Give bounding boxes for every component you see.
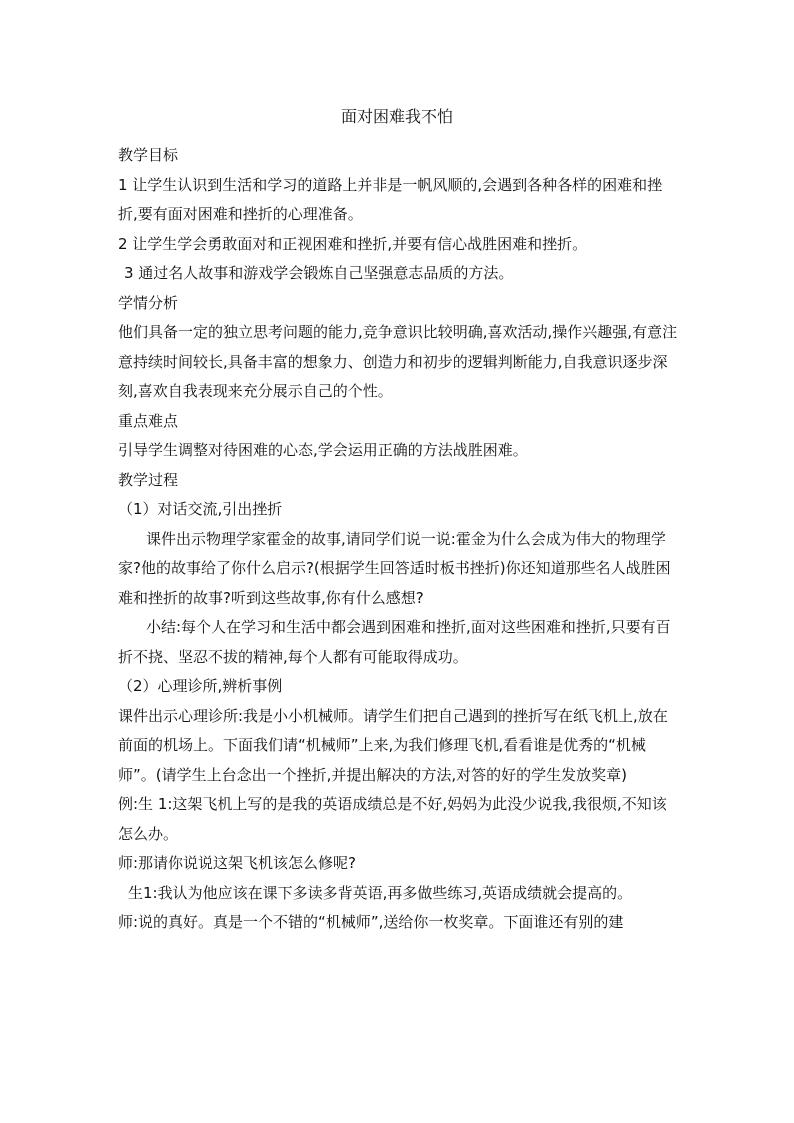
example-student-1: 例:生 1:这架飞机上写的是我的英语成绩总是不好,妈妈为此没少说我,我很烦,不知该怎么办。 (118, 795, 667, 843)
teacher-reply: 师:说的真好。真是一个不错的“机械师”,送给你一枚奖章。下面谁还有别的建 (118, 913, 624, 931)
goal-1: 1 让学生认识到生活和学习的道路上并非是一帆风顺的,会遇到各种各样的困难和挫折,要有面对困难和挫折的心理准备。 (118, 175, 663, 223)
heading-key-points: 重点难点 (118, 411, 179, 430)
summary-paragraph: 小结:每个人在学习和生活中都会遇到困难和挫折,面对这些困难和挫折,只要有百折不挠、坚忍不拔的精神,每个人都有可能取得成功。 (118, 618, 671, 666)
student-1-answer: 生1:我认为他应该在课下多读多背英语,再多做些练习,英语成绩就会提高的。 (128, 883, 633, 902)
key-points-text: 引导学生调整对待困难的心态,学会运用正确的方法战胜困难。 (118, 441, 528, 459)
teacher-question: 师:那请你说说这架飞机该怎么修呢? (118, 854, 357, 872)
clinic-paragraph: 课件出示心理诊所:我是小小机械师。请学生们把自己遇到的挫折写在纸飞机上,放在前面的机场上。下面我们请“机械师”上来,为我们修理飞机,看看谁是优秀的“机械师”。(请学生上台念出一个挫折,并提出解决的方法,对答的好的学生发放奖章) (118, 706, 668, 784)
goal-2: 2 让学生学会勇敢面对和正视困难和挫折,并要有信心战胜困难和挫折。 (118, 234, 588, 253)
heading-student-analysis: 学情分析 (118, 293, 179, 312)
hawking-story-paragraph: 课件出示物理学家霍金的故事,请同学们说一说:霍金为什么会成为伟大的物理学家?他的故事给了你什么启示?(根据学生回答适时板书挫折)你还知道那些名人战胜困难和挫折的故事?听到这些故事,你有什么感想? (118, 529, 671, 607)
goal-3: 3 通过名人故事和游戏学会锻炼自己坚强意志品质的方法。 (124, 264, 514, 282)
process-step-1: （1）对话交流,引出挫折 (118, 500, 283, 518)
document-title: 面对困难我不怕 (340, 107, 453, 126)
heading-teaching-goals: 教学目标 (118, 146, 179, 164)
process-step-2: （2）心理诊所,辨析事例 (118, 677, 283, 695)
document-body (118, 141, 678, 938)
student-analysis-text: 他们具备一定的独立思考问题的能力,竞争意识比较明确,喜欢活动,操作兴趣强,有意注意持续时间较长,具备丰富的想象力、创造力和初步的逻辑判断能力,自我意识逐步深刻,喜欢自我表现来充分展示自己的个性。 (118, 323, 678, 400)
heading-teaching-process: 教学过程 (118, 470, 179, 489)
